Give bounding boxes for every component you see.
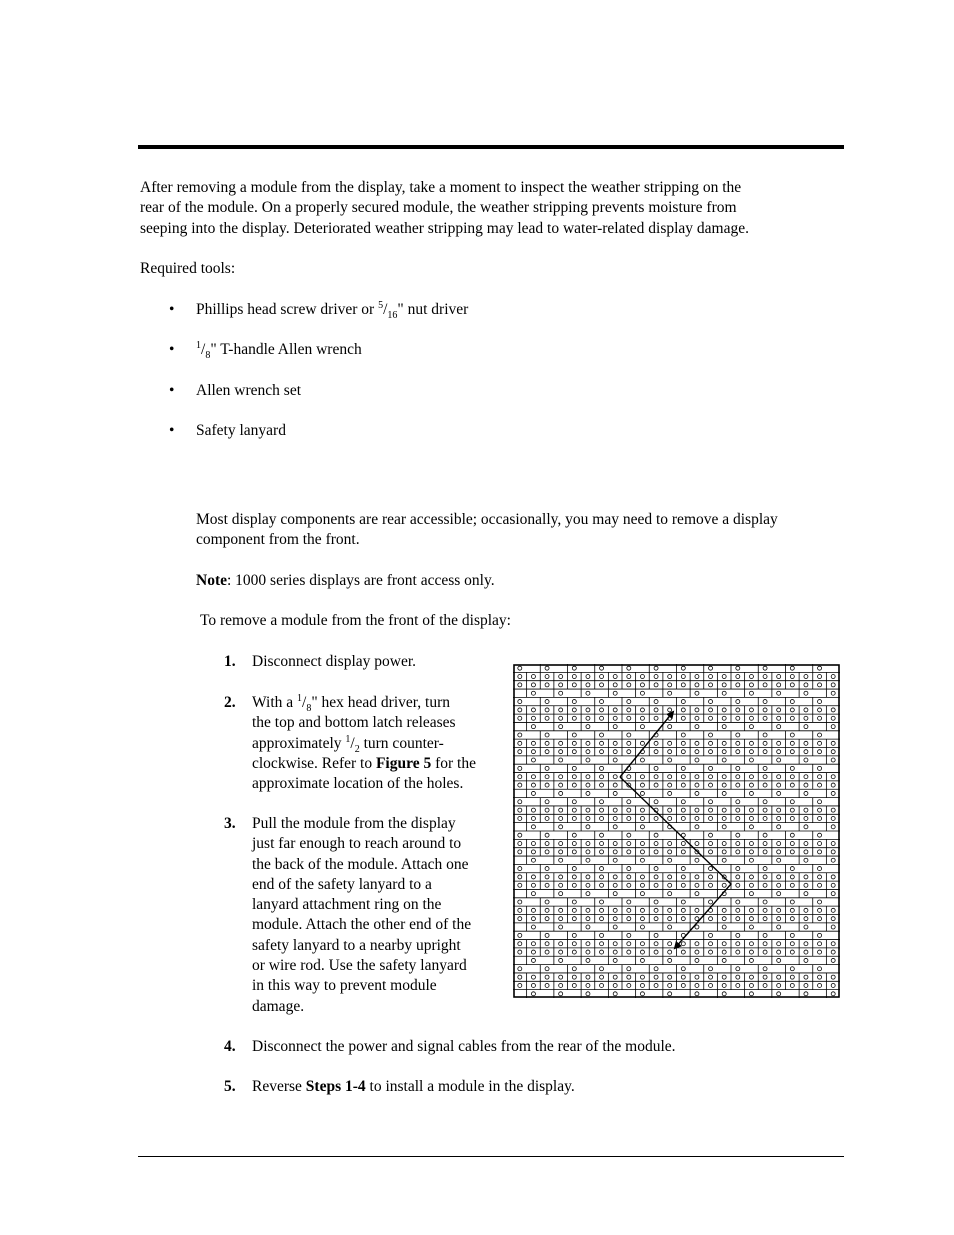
step-5-number: 5.: [224, 1078, 236, 1095]
intro-paragraph: After removing a module from the display, take a moment to inspect the weather stripping on the rear of the module. On a properly secured module, the weather stripping prevents moisture from seeping into the display. Deteriorated weather stripping may lead to water-related display damage.: [140, 179, 749, 237]
step-1-number: 1.: [224, 653, 236, 670]
step-3-text: Pull the module from the display just far enough to reach around to the back of the module. Attach one end of the safety lanyard to a lanyard attachment ring on the module. Attach the other end of the safety lanyard to a nearby upright or wire rod. Use the safety lanyard in this way to prevent module damage.: [252, 815, 472, 1015]
note: Note: 1000 series displays are front access only.: [196, 572, 495, 589]
tool-item-screwdriver: • Phillips head screw driver or $^5/_{16}$" nut driver: [196, 300, 468, 320]
step-3-number: 3.: [224, 815, 236, 832]
header-rule: [138, 145, 844, 149]
required-tools-heading: Required tools:: [140, 260, 236, 277]
procedure-lead: To remove a module from the front of the display:: [200, 612, 511, 629]
step-1-text: Disconnect display power.: [252, 653, 417, 670]
step-2-text: With a $^1/_8$" hex head driver, turn the top and bottom latch releases approximately $^1/_2$ turn counter- clockwise. Refer to Figure 5 for the approximate location of the holes.: [252, 692, 476, 793]
module-latch-figure: [513, 664, 840, 998]
tool-item-allen-set: • Allen wrench set: [196, 381, 301, 401]
step-4-number: 4.: [224, 1038, 236, 1055]
step-5-text: Reverse Steps 1-4 to install a module in the display.: [252, 1078, 575, 1095]
step-2-number: 2.: [224, 694, 236, 711]
bottom-latch-arrow: [620, 777, 731, 948]
tool-item-t-handle: • $^1/_8$" T-handle Allen wrench: [196, 340, 362, 360]
step-4-text: Disconnect the power and signal cables from the rear of the module.: [252, 1038, 676, 1055]
front-access-paragraph: Most display components are rear accessible; occasionally, you may need to remove a display component from the front.: [196, 511, 778, 549]
tool-item-lanyard: • Safety lanyard: [196, 421, 286, 441]
footer-rule: [138, 1156, 844, 1157]
